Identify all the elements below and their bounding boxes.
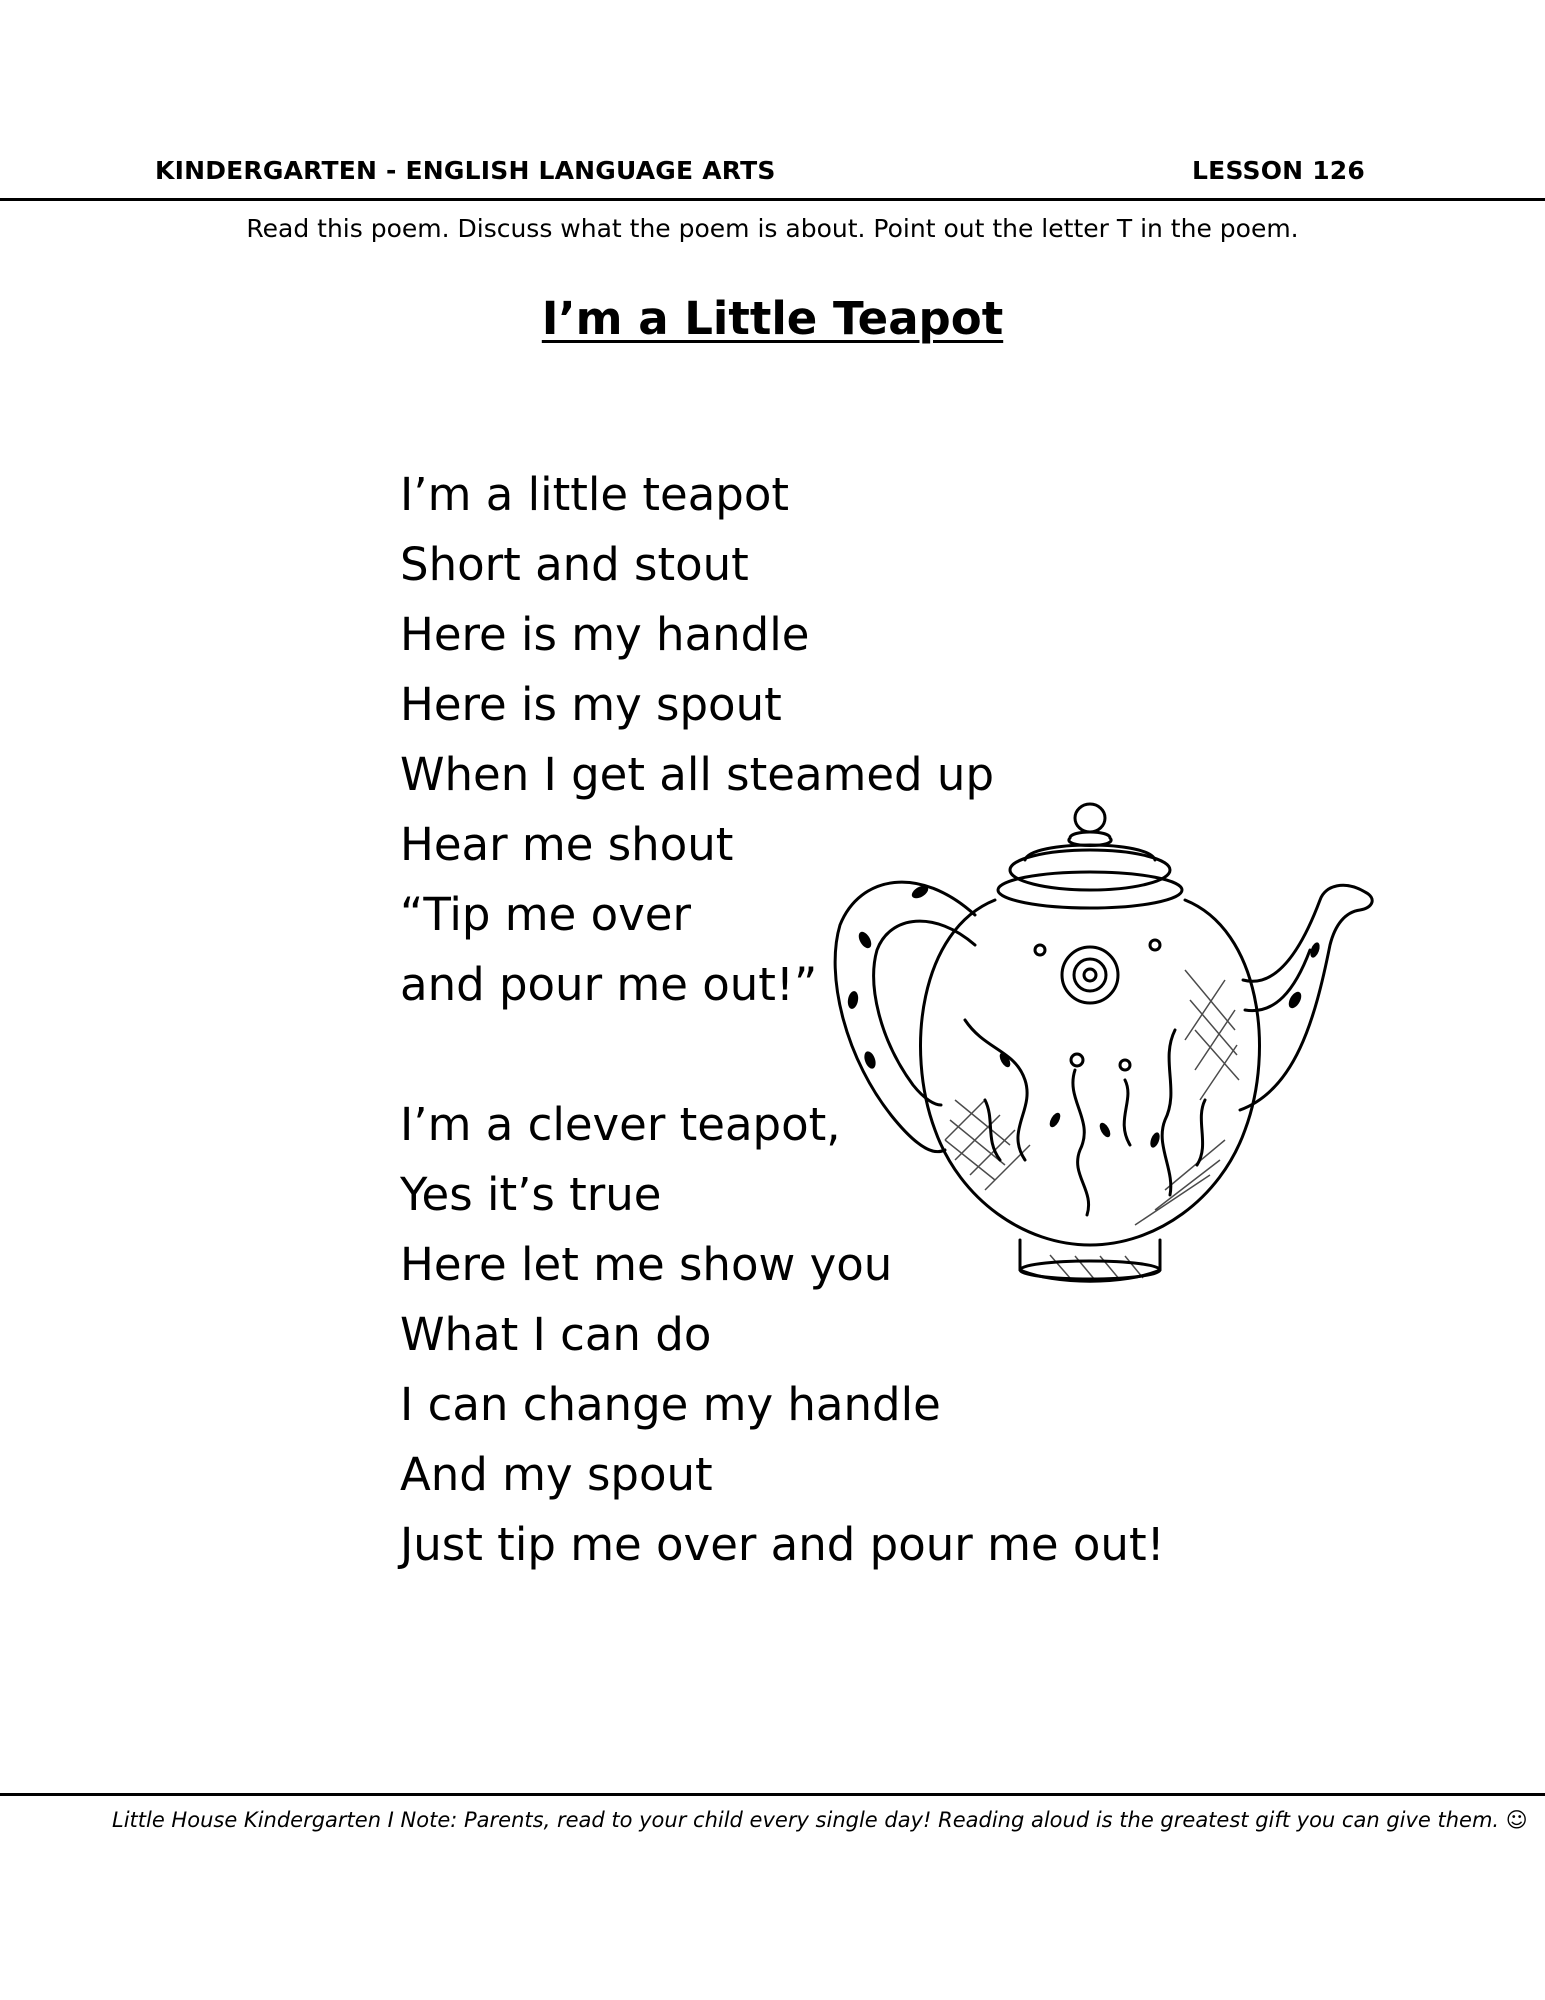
instructions: Read this poem. Discuss what the poem is about. Point out the letter T in the poem. bbox=[246, 214, 1299, 243]
poem-line: “Tip me over bbox=[400, 888, 691, 941]
poem-line: Here is my handle bbox=[400, 608, 810, 661]
poem-title: I’m a Little Teapot bbox=[541, 292, 1004, 345]
poem-line: Here is my spout bbox=[400, 678, 782, 731]
poem-line: What I can do bbox=[400, 1308, 712, 1361]
lesson-number: LESSON 126 bbox=[1192, 156, 1365, 185]
poem-line: I can change my handle bbox=[400, 1378, 941, 1431]
poem-line: I’m a clever teapot, bbox=[400, 1098, 841, 1151]
footer-divider bbox=[0, 1793, 1545, 1796]
teapot-illustration-icon bbox=[825, 800, 1395, 1290]
poem-line: Here let me show you bbox=[400, 1238, 893, 1291]
footer-note: Little House Kindergarten I Note: Parents, read to your child every single day! Reading aloud is the greatest gift you can give them. ☺ bbox=[112, 1808, 1528, 1832]
poem-line: and pour me out!” bbox=[400, 958, 818, 1011]
poem-line: Yes it’s true bbox=[400, 1168, 662, 1221]
poem-line: Hear me shout bbox=[400, 818, 734, 871]
header-divider bbox=[0, 198, 1545, 201]
poem-line: Short and stout bbox=[400, 538, 749, 591]
course-title: KINDERGARTEN - ENGLISH LANGUAGE ARTS bbox=[155, 156, 776, 185]
poem-line: I’m a little teapot bbox=[400, 468, 790, 521]
page-header bbox=[155, 150, 1365, 190]
poem-line: And my spout bbox=[400, 1448, 713, 1501]
poem-line: Just tip me over and pour me out! bbox=[400, 1518, 1165, 1571]
poem-line: When I get all steamed up bbox=[400, 748, 995, 801]
